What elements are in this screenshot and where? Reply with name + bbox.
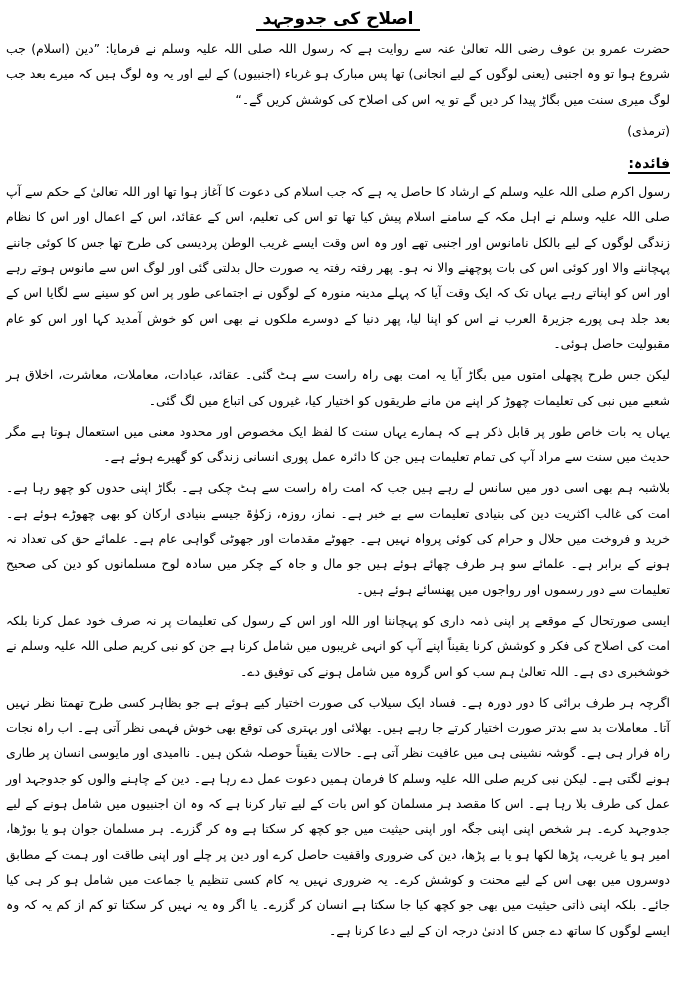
section-heading: [6, 153, 670, 175]
paragraph-3: یہاں یہ بات خاص طور پر قابل ذکر ہے کہ ہمارے یہاں سنت کا لفظ ایک مخصوص اور محدود معنی میں استعمال ہوتا ہے مگر حدیث میں سنت سے مراد آپ کی تمام تعلیمات ہیں جن کا دائرہ عمل پوری انسانی زندگی کو گھیرے ہوئے ہے۔: [6, 423, 670, 465]
paragraph-5: ایسی صورتحال کے موقعے پر اپنی ذمہ داری کو پہچاننا اور اللہ اور اس کے رسول کی تعلیمات پر نہ صرف خود عمل کرنا بلکہ امت کی اصلاح کی فکر و کوشش کرنا یقیناً اپنے آپ کو انہی غریبوں میں شامل کرنا ہے جن کو نبی کریم صلی اللہ علیہ وسلم نے خوشخبری دی ہے۔ اللہ تعالیٰ ہم سب کو اس گروہ میں شامل ہونے کی توفیق دے۔: [6, 612, 670, 679]
paragraph-4: بلاشبہ ہم بھی اسی دور میں سانس لے رہے ہیں جب کہ امت راہ راست سے ہٹ چکی ہے۔ بگاڑ اپنی حدوں کو چھو رہا ہے۔ امت کی غالب اکثریت دین کی بنیادی تعلیمات سے بے خبر ہے۔ نماز، روزہ، زکوٰۃ جیسے بنیادی ارکان کو بھی چھوڑے ہوئے ہے۔ خرید و فروخت میں حلال و حرام کی کوئی پرواہ نہیں ہے۔ جھوٹے مقدمات اور جھوٹی گواہی عام ہے۔ علمائے حق کی تعداد نہ ہونے کے برابر ہے۔ علمائے سو ہر طرف چھائے ہوئے ہیں جو مال و جاہ کے چکر میں سادہ لوح مسلمانوں کو دین کی صحیح تعلیمات سے دور رسموں اور رواجوں میں پھنسائے ہوئے ہیں۔: [6, 480, 670, 597]
paragraph-6: اگرچہ ہر طرف برائی کا دور دورہ ہے۔ فساد ایک سیلاب کی صورت اختیار کیے ہوئے ہے جو بظاہر کسی طرح تھمتا نظر نہیں آتا۔ معاملات بد سے بدتر صورت اختیار کرتے جا رہے ہیں۔ بھلائی اور بہتری کی توقع بھی خوش فہمی نظر آتی ہے۔ اب راہ نجات راہ فرار ہی ہے۔ گوشہ نشینی ہی میں عافیت نظر آتی ہے۔ حالات یقیناً حوصلہ شکن ہیں۔ ناامیدی اور مایوسی انسان پر طاری ہونے لگتی ہے۔ لیکن نبی کریم صلی اللہ علیہ وسلم کا فرمان ہمیں دعوت عمل دے رہا ہے۔ دین کے چاہنے والوں کو جدوجہد اور عمل کی طرف بلا رہا ہے۔ اس کا مقصد ہر مسلمان کو اس بات کے لیے تیار کرنا ہے کہ وہ ان اجنبیوں میں شامل ہونے کے لیے جدوجہد کرے۔ ہر شخص اپنی اپنی جگہ اور اپنی حیثیت میں جو کچھ کر سکتا ہے وہ کر گزرے۔ ہر مسلمان جوان ہو یا بوڑھا، امیر ہو یا غریب، پڑھا لکھا ہو یا بے پڑھا، دین کی ضروری واقفیت حاصل کرے اور دین پر چلے اور اپنی طاقت اور ہمت کے مطابق دوسروں میں بھی اس کے لیے محنت و کوشش کرے۔ یہ ضروری نہیں یہ کام کسی تنظیم یا جماعت میں شامل ہو کر ہی کیا جائے۔ بلکہ اپنی ذاتی حیثیت میں بھی جو کچھ کیا جا سکتا ہے انسان کر گزرے۔ یا اگر وہ یہ نہیں کر سکتا تو کم از کم یہ کہ وہ ایسے لوگوں کا ساتھ دے جس کا ادنیٰ درجہ ان کے لیے دعا کرنا ہے۔: [6, 694, 670, 938]
hadith-text: حضرت عمرو بن عوف رضی اللہ تعالیٰ عنہ سے روایت ہے کہ رسول اللہ صلی اللہ علیہ وسلم نے فرمایا: ”دین (اسلام) جب شروع ہوا تو وہ اجنبی (یعنی لوگوں کے لیے انجانی) تھا پس مبارک ہو غرباء (اجنبیوں) کے لیے اور یہ وہ لوگ ہیں کہ میرے بعد جب لوگ میری سنت میں بگاڑ پیدا کر دیں گے تو یہ اس کی اصلاح کی کوشش کریں گے۔“: [6, 41, 670, 107]
paragraph-2: لیکن جس طرح پچھلی امتوں میں بگاڑ آیا یہ امت بھی راہ راست سے ہٹ گئی۔ عقائد، عبادات، معاملات، معاشرت، اخلاق ہر شعبے میں نبی کی تعلیمات چھوڑ کر اپنے من مانے طریقوں کو اختیار کیا، غیروں کی اتباع میں لگ گئی۔: [6, 367, 670, 408]
hadith-reference: (ترمذی): [627, 122, 670, 138]
paragraph-1: رسول اکرم صلی اللہ علیہ وسلم کے ارشاد کا حاصل یہ ہے کہ جب اسلام کی دعوت کا آغاز ہوا تھا اور اللہ تعالیٰ کے حکم سے آپ صلی اللہ علیہ وسلم نے اہل مکہ کے سامنے اسلام پیش کیا تھا تو اس کی تعلیم، اس کے عقائد، اس کے اعمال اور اس کا نظام زندگی لوگوں کے لیے بالکل نامانوس اور اجنبی تھے اور وہ اس وقت ایسے غریب الوطن پردیسی کی طرح تھا جس کا کوئی جاننے پہچاننے والا اور کوئی اس کی بات پوچھنے والا نہ ہو۔ پھر رفتہ رفتہ یہ صورت حال بدلتی گئی اور لوگ اس سے مانوس ہوتے رہے اور اس کو اپناتے رہے یہاں تک کہ ایک وقت آیا کہ پہلے مدینہ منورہ کے لوگوں نے اجتماعی طور پر اس کو سینے سے لگایا اس کے بعد جلد ہی پورے جزیرۃ العرب نے اس کو اپنا لیا، پھر دنیا کے دوسرے ملکوں نے بھی اس کو خوش آمدید کہا اور اس کو عام مقبولیت حاصل ہوئی۔: [6, 184, 670, 351]
page-title: [6, 6, 670, 32]
section-heading-text: فائدہ:: [628, 156, 670, 173]
page-title-text: اصلاح کی جدوجہد: [256, 9, 419, 31]
